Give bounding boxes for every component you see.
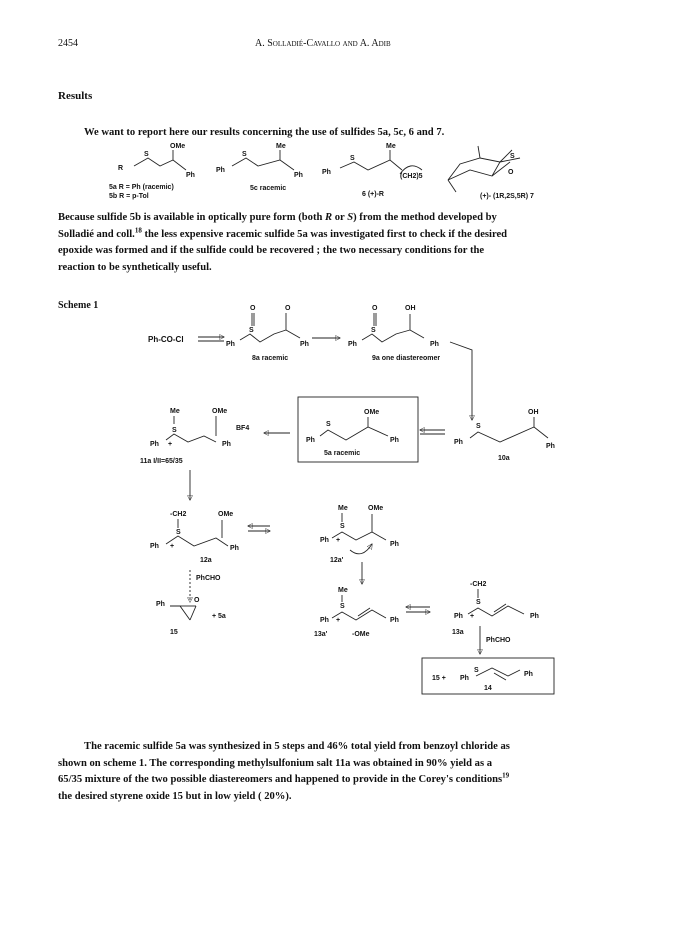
svg-text:OMe: OMe bbox=[368, 505, 384, 512]
svg-text:BF4: BF4 bbox=[236, 425, 250, 432]
paragraph-1-line-3: epoxide was formed and if the sulfide could be recovered ; the two necessary conditions for the bbox=[58, 245, 485, 257]
label-8a: 8a racemic bbox=[252, 355, 289, 362]
structure-11a bbox=[140, 408, 249, 465]
svg-text:O: O bbox=[194, 597, 200, 604]
svg-text:S: S bbox=[176, 529, 181, 536]
svg-text:+: + bbox=[336, 537, 341, 544]
structure-7 bbox=[448, 146, 534, 200]
structure-10a bbox=[454, 409, 555, 462]
svg-text:S: S bbox=[172, 427, 177, 434]
paragraph-2-line-1: The racemic sulfide 5a was synthesized in 5 steps and 46% total yield from benzoyl chloride as bbox=[84, 741, 510, 752]
svg-text:Ph: Ph bbox=[460, 675, 469, 682]
label-14: 14 bbox=[484, 685, 492, 692]
me-label: Me bbox=[386, 143, 396, 150]
label-10a: 10a bbox=[498, 455, 510, 462]
paragraph-2-line-4: the desired styrene oxide 15 but in low yield ( 20%). bbox=[58, 790, 292, 802]
svg-text:-CH2: -CH2 bbox=[170, 511, 187, 518]
svg-text:-OMe: -OMe bbox=[352, 631, 370, 638]
svg-text:O: O bbox=[250, 305, 256, 312]
svg-text:S: S bbox=[340, 523, 345, 530]
label-6: 6 (+)-R bbox=[362, 191, 384, 198]
sulfide-structures bbox=[100, 140, 570, 210]
results-intro: We want to report here our results concerning the use of sulfides 5a, 5c, 6 and 7. bbox=[84, 127, 445, 138]
label-11a: 11a I/II=65/35 bbox=[140, 458, 183, 465]
svg-text:S: S bbox=[249, 327, 254, 334]
page-number: 2454 bbox=[58, 38, 78, 49]
structure-5c bbox=[216, 143, 303, 192]
svg-text:OMe: OMe bbox=[212, 408, 228, 415]
svg-text:Ph: Ph bbox=[390, 617, 399, 624]
ph-label: Ph bbox=[216, 167, 225, 174]
phcho-reagent-label-2: PhCHO bbox=[486, 637, 511, 644]
paragraph-1-line-4: reaction to be synthetically useful. bbox=[58, 261, 212, 273]
svg-text:Ph: Ph bbox=[150, 441, 159, 448]
ph-label: Ph bbox=[186, 172, 195, 179]
svg-text:O: O bbox=[372, 305, 378, 312]
phcho-reagent-label: PhCHO bbox=[196, 575, 221, 582]
scheme-1-diagram bbox=[100, 300, 580, 700]
svg-text:Ph: Ph bbox=[320, 537, 329, 544]
running-header-authors: A. Solladié-Cavallo and A. Adib bbox=[255, 38, 391, 49]
s-label: S bbox=[510, 153, 515, 160]
svg-text:Me: Me bbox=[170, 408, 180, 415]
label-5a: 5a R = Ph (racemic) bbox=[109, 184, 174, 191]
svg-text:Ph: Ph bbox=[300, 341, 309, 348]
svg-text:S: S bbox=[474, 667, 479, 674]
svg-text:Ph: Ph bbox=[454, 613, 463, 620]
svg-text:S: S bbox=[340, 603, 345, 610]
me-label: Me bbox=[276, 143, 286, 150]
label-5b: 5b R = p-Tol bbox=[109, 193, 149, 200]
structure-14 bbox=[432, 667, 533, 692]
structure-12a bbox=[150, 511, 239, 564]
benzoyl-chloride-label: Ph-CO-Cl bbox=[148, 335, 184, 344]
svg-text:Ph: Ph bbox=[320, 617, 329, 624]
svg-text:S: S bbox=[476, 599, 481, 606]
svg-text:Me: Me bbox=[338, 505, 348, 512]
structure-15-epoxide bbox=[156, 597, 226, 636]
svg-text:S: S bbox=[371, 327, 376, 334]
scheme-title: Scheme 1 bbox=[58, 300, 99, 311]
r-label: R bbox=[118, 165, 124, 172]
ph-label: Ph bbox=[294, 172, 303, 179]
svg-text:Ph: Ph bbox=[430, 341, 439, 348]
label-12a: 12a bbox=[200, 557, 212, 564]
svg-text:Ph: Ph bbox=[530, 613, 539, 620]
ph-label: Ph bbox=[322, 169, 331, 176]
svg-text:Ph: Ph bbox=[306, 437, 315, 444]
svg-text:+: + bbox=[336, 617, 341, 624]
svg-text:Ph: Ph bbox=[390, 437, 399, 444]
svg-text:Ph: Ph bbox=[390, 541, 399, 548]
svg-text:O: O bbox=[285, 305, 291, 312]
paragraph-2 bbox=[58, 739, 624, 805]
svg-text:15 +: 15 + bbox=[432, 675, 446, 682]
svg-text:Ph: Ph bbox=[226, 341, 235, 348]
structure-9a bbox=[348, 305, 440, 362]
ch2-chain-label: (CH2)5 bbox=[400, 173, 423, 180]
structure-13a-prime bbox=[314, 587, 399, 638]
svg-text:Me: Me bbox=[338, 587, 348, 594]
svg-text:Ph: Ph bbox=[454, 439, 463, 446]
svg-text:+: + bbox=[170, 543, 175, 550]
label-5c: 5c racemic bbox=[250, 185, 287, 192]
svg-text:Ph: Ph bbox=[546, 443, 555, 450]
svg-text:Ph: Ph bbox=[230, 545, 239, 552]
svg-text:OMe: OMe bbox=[364, 409, 380, 416]
svg-text:OH: OH bbox=[528, 409, 539, 416]
label-12a-prime: 12a' bbox=[330, 557, 344, 564]
structure-12a-prime bbox=[320, 505, 399, 564]
svg-text:Ph: Ph bbox=[150, 543, 159, 550]
o-label: O bbox=[508, 169, 514, 176]
structure-5a-boxed bbox=[306, 409, 399, 457]
svg-text:-CH2: -CH2 bbox=[470, 581, 487, 588]
svg-text:+: + bbox=[470, 613, 475, 620]
s-label: S bbox=[242, 151, 247, 158]
structure-8a bbox=[226, 305, 309, 362]
paragraph-1-line-2: Solladié and coll.$^{18}$ the less expensive racemic sulfide 5a was investigated first to check if the desired bbox=[58, 226, 508, 240]
paragraph-1 bbox=[58, 210, 624, 276]
svg-text:OMe: OMe bbox=[218, 511, 234, 518]
s-label: S bbox=[350, 155, 355, 162]
label-7: (+)- (1R,2S,5R) 7 bbox=[480, 193, 534, 200]
plus-5a: + 5a bbox=[212, 613, 226, 620]
s-label: S bbox=[144, 151, 149, 158]
paragraph-1-line-1: Because sulfide 5b is available in optically pure form (both R or S) from the method developed by bbox=[58, 212, 497, 223]
svg-text:Ph: Ph bbox=[156, 601, 165, 608]
svg-text:Ph: Ph bbox=[524, 671, 533, 678]
svg-text:+: + bbox=[168, 441, 173, 448]
svg-text:S: S bbox=[476, 423, 481, 430]
svg-text:S: S bbox=[326, 421, 331, 428]
label-13a: 13a bbox=[452, 629, 464, 636]
structure-5a bbox=[109, 143, 195, 200]
section-heading-results: Results bbox=[58, 90, 93, 102]
label-13a-prime: 13a' bbox=[314, 631, 328, 638]
structure-6 bbox=[322, 143, 423, 198]
paragraph-2-line-3: 65/35 mixture of the two possible diastereomers and happened to provide in the Corey's conditions$^{19}$ bbox=[58, 771, 510, 786]
label-5a-scheme: 5a racemic bbox=[324, 450, 361, 457]
label-15: 15 bbox=[170, 629, 178, 636]
svg-text:Ph: Ph bbox=[348, 341, 357, 348]
svg-text:OH: OH bbox=[405, 305, 416, 312]
paragraph-2-line-2: shown on scheme 1. The corresponding methylsulfonium salt 11a was obtained in 90% yield as a bbox=[58, 757, 493, 769]
label-9a: 9a one diastereomer bbox=[372, 355, 441, 362]
ome-label: OMe bbox=[170, 143, 186, 150]
svg-text:Ph: Ph bbox=[222, 441, 231, 448]
structure-13a bbox=[452, 581, 539, 636]
